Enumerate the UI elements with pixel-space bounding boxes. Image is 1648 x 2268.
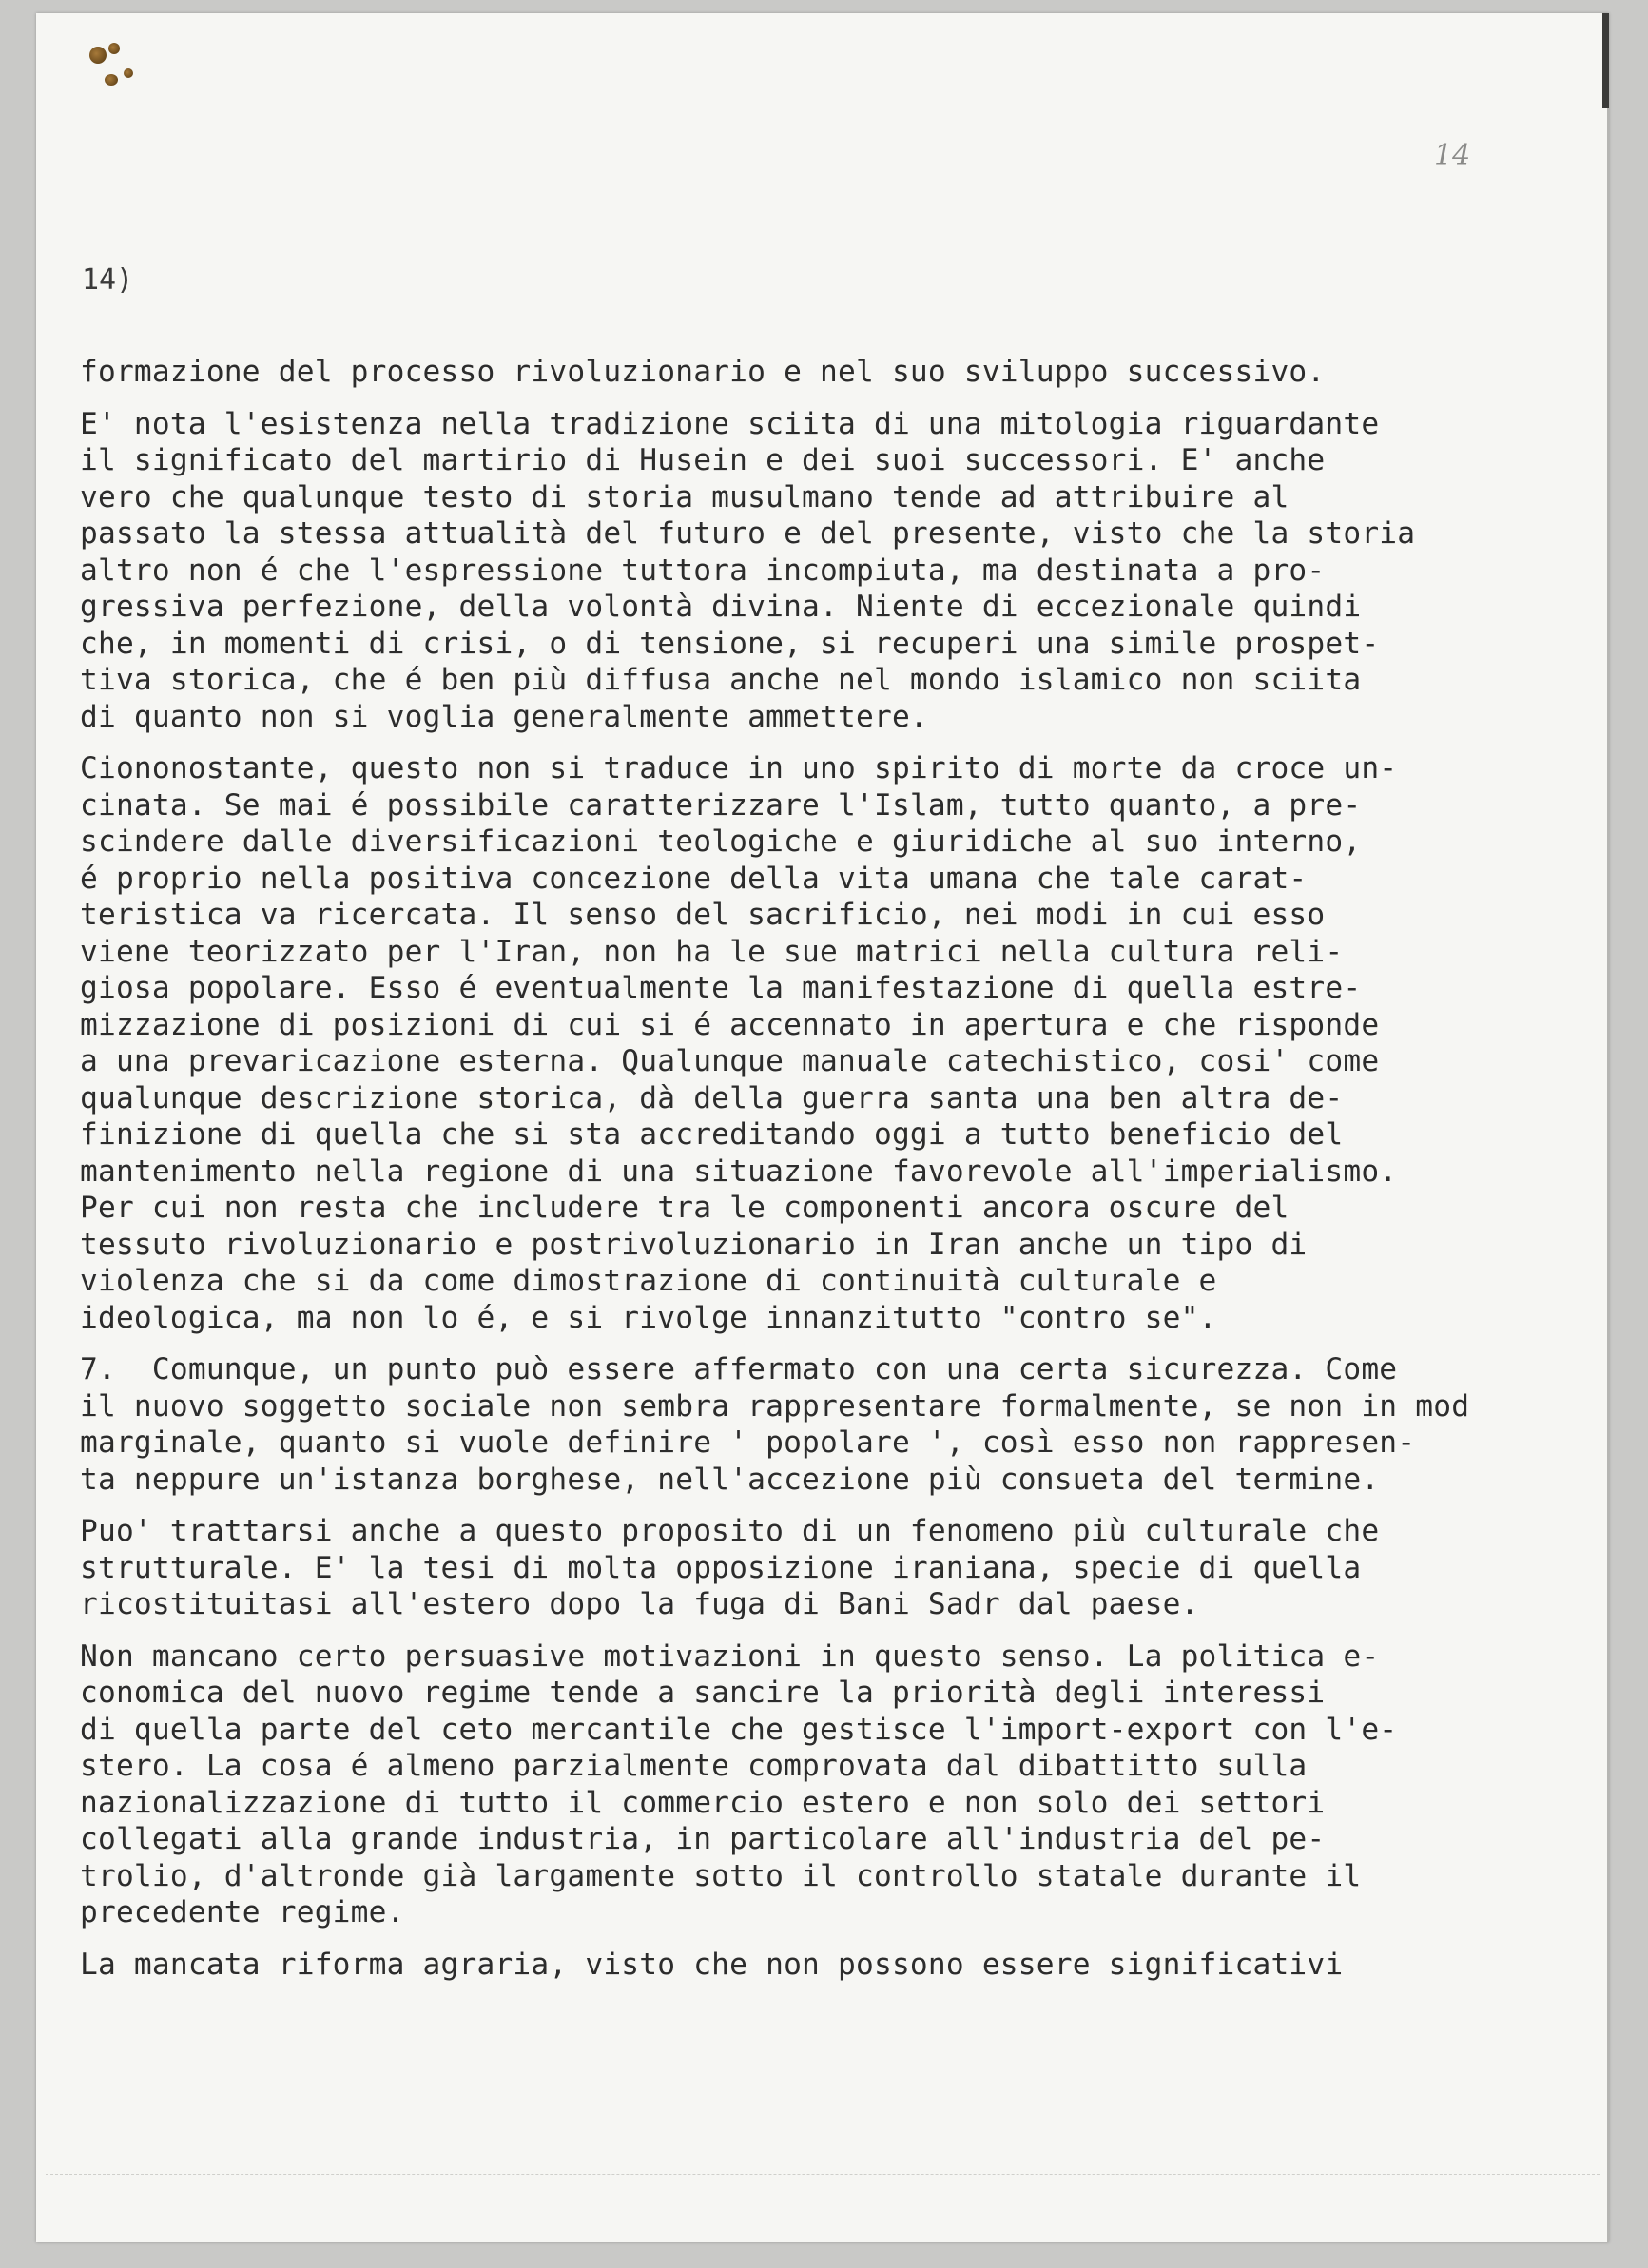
text-line: viene teorizzato per l'Iran, non ha le sue matrici nella cultura reli- [80,934,1344,969]
text-line: ta neppure un'istanza borghese, nell'accezione più consueta del termine. [80,1462,1380,1497]
text-line: giosa popolare. Esso é eventualmente la manifestazione di quella estre- [80,971,1362,1005]
text-line: mizzazione di posizioni di cui si é accennato in apertura e che risponde [80,1007,1380,1042]
text-line: stero. La cosa é almeno parzialmente comprovata dal dibattitto sulla [80,1749,1308,1783]
text-line: precedente regime. [80,1895,405,1929]
text-line: il nuovo soggetto sociale non sembra rappresentare formalmente, se non in mod [80,1388,1470,1424]
text-line: marginale, quanto si vuole definire ' popolare ', così esso non rappresen- [80,1425,1416,1460]
text-line: cinata. Se mai é possibile caratterizzare l'Islam, tutto quanto, a pre- [80,787,1362,823]
typed-body-text [80,354,1582,1998]
text-line: trolio, d'altronde già largamente sotto il controllo statale durante il [80,1858,1362,1893]
text-line: di quanto non si voglia generalmente ammettere. [80,699,928,734]
text-line: strutturale. E' la tesi di molta opposizione iraniana, specie di quella [80,1550,1362,1585]
text-line: formazione del processo rivoluzionario e nel suo sviluppo successivo. [80,355,1326,389]
text-line: a una prevaricazione esterna. Qualunque manuale catechistico, cosi' come [80,1044,1380,1078]
text-line: Puo' trattarsi anche a questo proposito di un fenomeno più culturale che [80,1514,1380,1548]
text-line: teristica va ricercata. Il senso del sacrificio, nei modi in cui esso [80,898,1326,932]
text-line: scindere dalle diversificazioni teologiche e giuridiche al suo interno, [80,824,1362,859]
text-line: ricostituitasi all'estero dopo la fuga di Bani Sadr dal paese. [80,1587,1199,1621]
text-line: nazionalizzazione di tutto il commercio estero e non solo dei settori [80,1785,1326,1820]
text-line: qualunque descrizione storica, dà della guerra santa una ben altra de- [80,1080,1344,1115]
paragraph-7 [80,1947,1582,1984]
text-line: di quella parte del ceto mercantile che gestisce l'import-export con l'e- [80,1712,1398,1747]
text-line: vero che qualunque testo di storia musulmano tende ad attribuire al [80,479,1289,514]
page-bottom-divider [46,2174,1600,2175]
text-line: tessuto rivoluzionario e postrivoluzionario in Iran anche un tipo di [80,1227,1308,1262]
stain-mark-4 [124,68,133,78]
section-number: 14) [82,263,134,297]
text-line: mantenimento nella regione di una situazione favorevole all'imperialismo. [80,1153,1398,1189]
text-line: che, in momenti di crisi, o di tensione, si recuperi una simile prospet- [80,626,1380,661]
text-line: 7. Comunque, un punto può essere affermato con una certa sicurezza. Come [80,1352,1398,1386]
paragraph-3 [80,750,1582,1336]
page-edge-dark [1602,13,1609,108]
text-line: passato la stessa attualità del futuro e del presente, visto che la storia [80,516,1416,551]
text-line: gressiva perfezione, della volontà divina. Niente di eccezionale quindi [80,590,1362,624]
paragraph-5 [80,1513,1582,1623]
text-line: é proprio nella positiva concezione della vita umana che tale carat- [80,861,1308,896]
text-line: collegati alla grande industria, in particolare all'industria del pe- [80,1822,1326,1856]
text-line: conomica del nuovo regime tende a sancire la priorità degli interessi [80,1676,1326,1710]
paragraph-6 [80,1638,1582,1931]
paragraph-2 [80,406,1582,736]
paragraph-1 [80,354,1582,391]
text-line: E' nota l'esistenza nella tradizione sciita di una mitologia riguardante [80,406,1380,441]
text-line: tiva storica, che é ben più diffusa anche nel mondo islamico non sciita [80,663,1362,697]
handwritten-page-number: 14 [1434,139,1471,172]
text-line: Per cui non resta che includere tra le componenti ancora oscure del [80,1191,1289,1225]
text-line: La mancata riforma agraria, visto che non possono essere significativi [80,1947,1344,1982]
stain-mark-2 [108,43,120,54]
text-line: violenza che si da come dimostrazione di continuità culturale e [80,1264,1217,1298]
text-line: Ciononostante, questo non si traduce in uno spirito di morte da croce un- [80,751,1398,785]
stain-mark-1 [89,47,107,64]
text-line: ideologica, ma non lo é, e si rivolge innanzitutto "contro se". [80,1300,1217,1335]
text-line: altro non é che l'espressione tuttora incompiuta, ma destinata a pro- [80,552,1326,588]
text-line: il significato del martirio di Husein e dei suoi successori. E' anche [80,443,1326,477]
text-line: Non mancano certo persuasive motivazioni in questo senso. La politica e- [80,1638,1380,1674]
stain-mark-3 [105,74,118,86]
page-edge-light [1607,108,1609,2242]
text-line: finizione di quella che si sta accreditando oggi a tutto beneficio del [80,1117,1344,1152]
paragraph-4 [80,1351,1582,1498]
